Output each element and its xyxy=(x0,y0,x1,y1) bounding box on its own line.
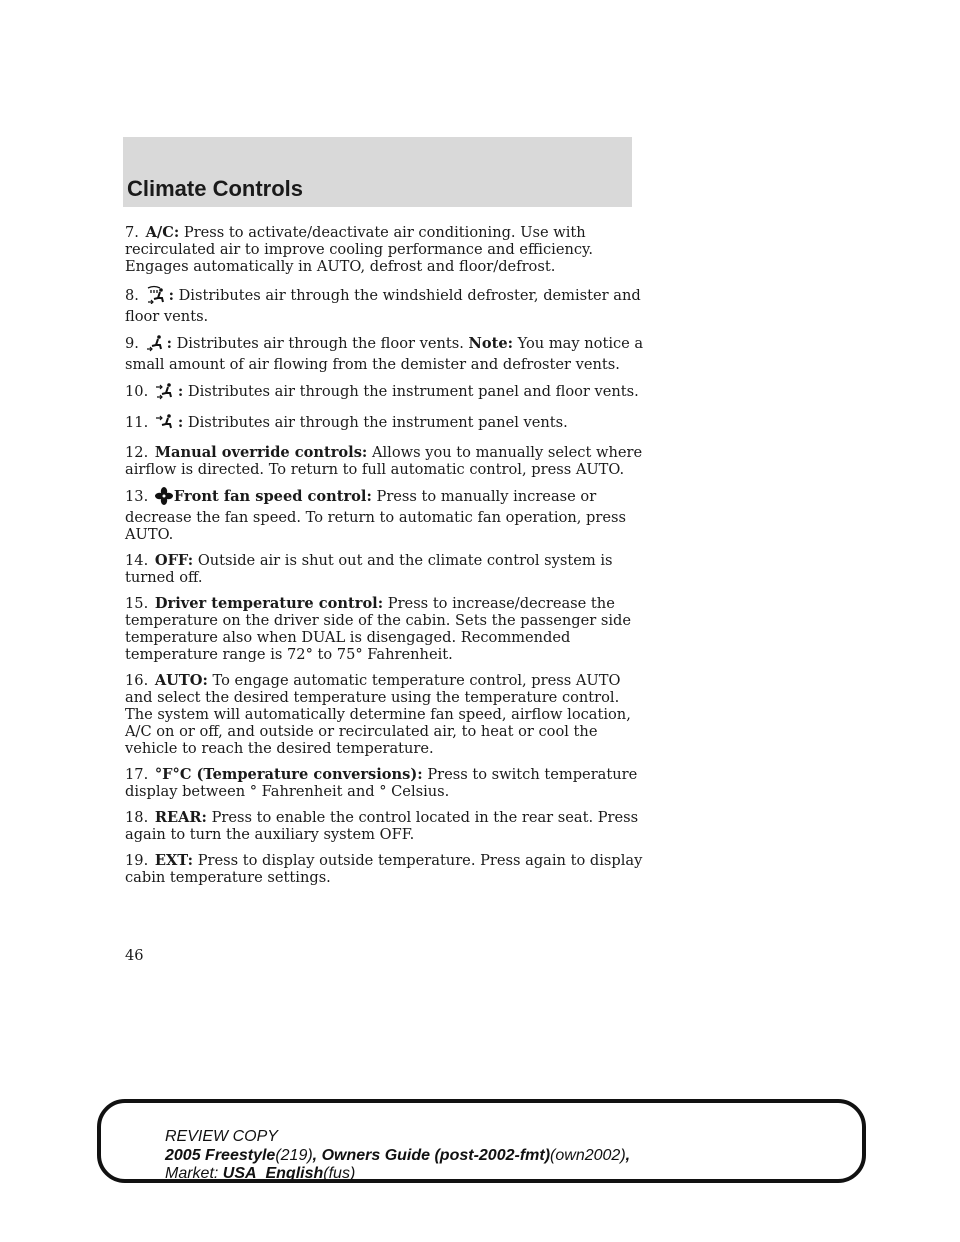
list-item xyxy=(125,224,645,275)
footer-market: USA_English xyxy=(222,1165,324,1182)
list-item xyxy=(125,334,645,373)
footer-market-label: Market: xyxy=(165,1165,219,1182)
page-number: 46 xyxy=(125,947,144,964)
item-label: : xyxy=(177,414,184,431)
item-label: °F°C (Temperature conversions): xyxy=(154,766,423,783)
fan-icon xyxy=(155,487,173,509)
list-item xyxy=(125,487,645,543)
item-label: : xyxy=(166,335,172,352)
item-label: AUTO: xyxy=(154,672,208,689)
list-item xyxy=(125,552,645,586)
item-text: To engage automatic temperature control, press AUTO and select the desired temperature using the temperature control. The system will automatically determine fan speed, airflow location, A/C on or off, and outside or recirculated air, to heat or cool the vehicle to reach the desired temperature. xyxy=(125,672,631,757)
list-item xyxy=(125,595,645,663)
note-text: You may notice a small amount of air flowing from the demister and defroster vents. xyxy=(125,335,644,373)
footer-comma: , xyxy=(625,1147,631,1164)
review-copy-footer xyxy=(97,1099,866,1183)
item-label: EXT: xyxy=(154,852,194,869)
footer-review-label: REVIEW COPY xyxy=(165,1128,278,1145)
item-text: Allows you to manually select where airflow is directed. To return to full automatic control, press AUTO. xyxy=(125,444,643,478)
item-text: Press to display outside temperature. Press again to display cabin temperature settings. xyxy=(125,852,643,886)
footer-guide-code: (own2002) xyxy=(550,1147,626,1164)
list-item xyxy=(125,382,645,404)
item-number: 15. xyxy=(125,595,149,612)
item-text: Distributes air through the floor vents. xyxy=(176,335,464,352)
item-label: Front fan speed control: xyxy=(173,488,372,505)
item-text: Distributes air through the instrument panel vents. xyxy=(187,414,568,431)
defrost-floor-icon xyxy=(146,284,168,308)
panel-vent-icon xyxy=(155,413,177,435)
item-number: 7. xyxy=(125,224,139,241)
floor-vent-icon xyxy=(146,334,166,356)
footer-model-code: (219) xyxy=(275,1147,313,1164)
footer-document-info xyxy=(165,1147,630,1165)
item-text: Outside air is shut out and the climate control system is turned off. xyxy=(125,552,613,586)
item-number: 16. xyxy=(125,672,149,689)
footer-model: 2005 Freestyle xyxy=(165,1147,276,1164)
item-number: 9. xyxy=(125,335,139,352)
list-item xyxy=(125,852,645,886)
item-label: : xyxy=(168,287,174,304)
item-number: 19. xyxy=(125,852,149,869)
item-number: 18. xyxy=(125,809,149,826)
footer-guide: , Owners Guide (post-2002-fmt) xyxy=(312,1147,551,1164)
item-label: Manual override controls: xyxy=(154,444,368,461)
list-item xyxy=(125,444,645,478)
item-text: Distributes air through the windshield defroster, demister and floor vents. xyxy=(125,287,641,325)
note-label: Note: xyxy=(468,335,514,352)
footer-market-info xyxy=(165,1165,355,1183)
panel-floor-vent-icon xyxy=(155,382,177,404)
item-number: 11. xyxy=(125,414,149,431)
item-label: REAR: xyxy=(154,809,207,826)
list-item xyxy=(125,809,645,843)
footer-market-code: (fus) xyxy=(323,1165,356,1182)
item-number: 10. xyxy=(125,383,149,400)
list-item xyxy=(125,413,645,435)
section-header xyxy=(123,137,632,207)
item-text: Press to activate/deactivate air conditioning. Use with recirculated air to improve cooling performance and efficiency. Engages automatically in AUTO, defrost and floor/defrost. xyxy=(125,224,593,275)
item-text: Press to manually increase or decrease the fan speed. To return to automatic fan operation, press AUTO. xyxy=(125,488,626,543)
item-text: Press to switch temperature display between ° Fahrenheit and ° Celsius. xyxy=(125,766,638,800)
item-text: Press to increase/decrease the temperature on the driver side of the cabin. Sets the passenger side temperature also when DUAL is disengaged. Recommended temperature range is 72° to 75° Fahrenheit. xyxy=(125,595,632,663)
item-label: A/C: xyxy=(145,224,180,241)
list-item xyxy=(125,284,645,325)
item-number: 17. xyxy=(125,766,149,783)
item-number: 14. xyxy=(125,552,149,569)
item-label: OFF: xyxy=(154,552,194,569)
list-item xyxy=(125,766,645,800)
item-number: 8. xyxy=(125,287,139,304)
item-label: : xyxy=(177,383,184,400)
item-label: Driver temperature control: xyxy=(154,595,384,612)
item-number: 13. xyxy=(125,488,149,505)
list-item xyxy=(125,672,645,757)
item-number: 12. xyxy=(125,444,149,461)
section-title: Climate Controls xyxy=(127,176,304,201)
item-text: Distributes air through the instrument panel and floor vents. xyxy=(187,383,639,400)
item-text: Press to enable the control located in the rear seat. Press again to turn the auxiliary system OFF. xyxy=(125,809,639,843)
item-list xyxy=(125,224,645,895)
